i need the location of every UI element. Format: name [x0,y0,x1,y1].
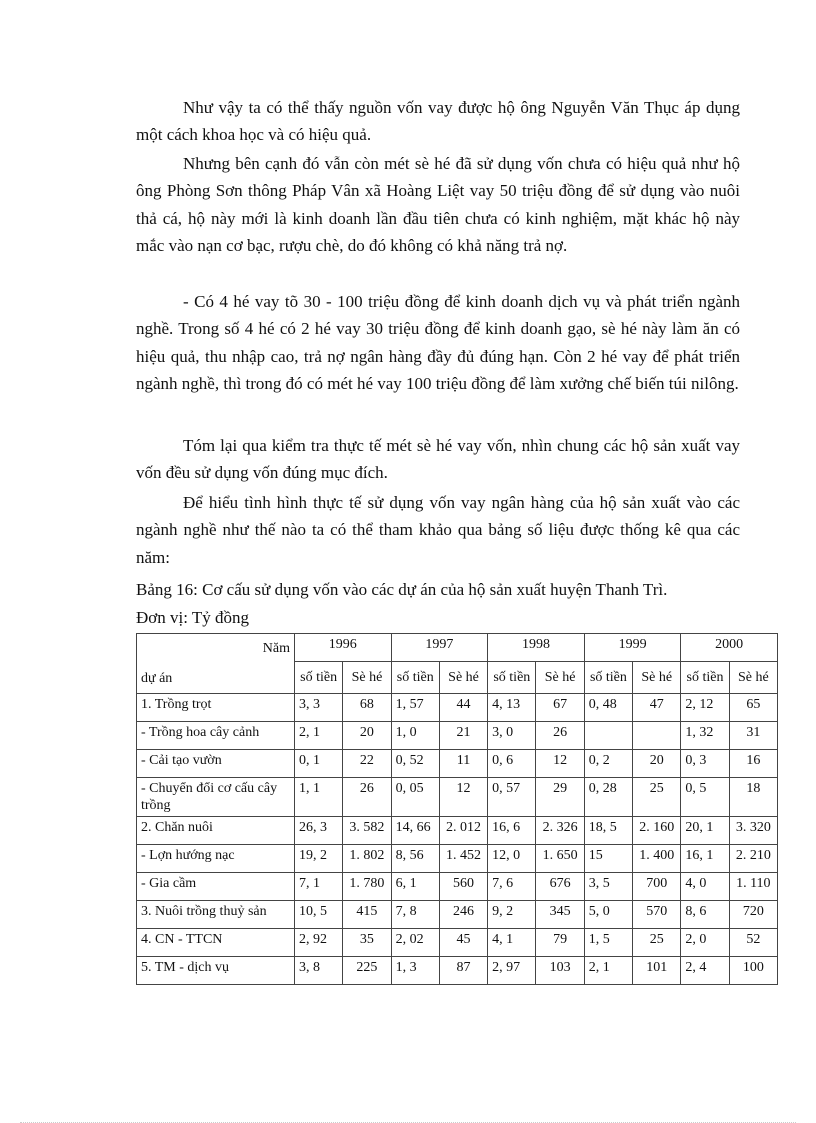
amount-cell: 0, 05 [391,778,439,817]
paragraph-3: - Có 4 hé vay tõ 30 - 100 triệu đồng để kinh doanh dịch vụ và phát triển ngành nghề. Trong số 4 hé có 2 hé vay 30 triệu đồng để kinh doanh gạo, sè hé này làm ăn có hiệu quả, thu nhập cao, trả nợ ngân hàng đầy đủ đúng hạn. Còn 2 hé vay để phát triển ngành nghề, thì trong đó có mét hé vay 100 triệu đồng để làm xưởng chế biến túi nilông. [136,292,740,394]
table-row [137,901,778,929]
household-count-cell: 676 [536,873,584,901]
household-count-cell: 47 [633,694,681,722]
amount-cell: 0, 5 [681,778,729,817]
household-count-cell: 12 [536,750,584,778]
header-corner [137,634,295,694]
amount-cell: 8, 6 [681,901,729,929]
household-count-cell: 1. 452 [439,845,487,873]
amount-cell: 1, 3 [391,957,439,985]
household-count-cell: 3. 582 [343,817,391,845]
table-row [137,694,778,722]
household-count-cell: 11 [439,750,487,778]
household-count-cell: 29 [536,778,584,817]
household-count-cell: 45 [439,929,487,957]
paragraph-1: Như vậy ta có thể thấy nguồn vốn vay được hộ ông Nguyễn Văn Thục áp dụng một cách khoa học và có hiệu quả. [136,98,740,145]
row-label: - Gia cầm [137,873,295,901]
table-row [137,957,778,985]
amount-cell: 16, 6 [488,817,536,845]
amount-cell: 14, 66 [391,817,439,845]
amount-cell: 2, 02 [391,929,439,957]
amount-cell: 0, 1 [294,750,342,778]
table-caption: Bảng 16: Cơ cấu sử dụng vốn vào các dự án của hộ sản xuất huyện Thanh Trì. [136,580,668,599]
year-header-row [137,634,778,662]
amount-cell: 7, 6 [488,873,536,901]
row-label: 1. Trồng trọt [137,694,295,722]
household-count-cell: 1. 802 [343,845,391,873]
amount-cell: 4, 1 [488,929,536,957]
household-count-cell: 16 [729,750,777,778]
household-count-cell: 1. 650 [536,845,584,873]
household-count-cell: 560 [439,873,487,901]
amount-cell: 5, 0 [584,901,632,929]
household-count-cell: 68 [343,694,391,722]
household-count-cell: 26 [343,778,391,817]
table-row [137,817,778,845]
table-row [137,845,778,873]
year-header: 1996 [294,634,391,662]
household-count-cell: 246 [439,901,487,929]
household-count-cell: 12 [439,778,487,817]
household-count-cell: 65 [729,694,777,722]
household-count-header: Sè hé [729,662,777,694]
paragraph-2: Nhưng bên cạnh đó vẫn còn mét sè hé đã sử dụng vốn chưa có hiệu quả như hộ ông Phòng Sơn thông Pháp Vân xã Hoàng Liệt vay 50 triệu đồng để sử dụng vào nuôi thả cá, hộ này mới là kinh doanh lần đầu tiên chưa có kinh nghiệm, mặt khác hộ này mắc vào nạn cơ bạc, rượu chè, do đó không có khả năng trả nợ. [136,154,740,256]
household-count-cell: 3. 320 [729,817,777,845]
amount-cell: 1, 1 [294,778,342,817]
year-header: 1999 [584,634,681,662]
row-label: - Lợn hướng nạc [137,845,295,873]
household-count-cell: 2. 326 [536,817,584,845]
amount-cell: 3, 3 [294,694,342,722]
year-axis-label: Năm [262,641,290,656]
amount-cell: 19, 2 [294,845,342,873]
row-label: 5. TM - dịch vụ [137,957,295,985]
amount-header: số tiền [584,662,632,694]
amount-cell: 12, 0 [488,845,536,873]
amount-cell: 15 [584,845,632,873]
table-row [137,750,778,778]
paragraph-4: Tóm lại qua kiểm tra thực tế mét sè hé vay vốn, nhìn chung các hộ sản xuất vay vốn đều sử dụng vốn đúng mục đích. [136,436,740,483]
household-count-cell: 52 [729,929,777,957]
household-count-cell: 1. 780 [343,873,391,901]
amount-cell: 2, 12 [681,694,729,722]
amount-cell: 3, 8 [294,957,342,985]
table-row [137,873,778,901]
amount-cell: 7, 1 [294,873,342,901]
amount-cell: 3, 5 [584,873,632,901]
amount-cell: 2, 4 [681,957,729,985]
household-count-cell: 700 [633,873,681,901]
household-count-header: Sè hé [536,662,584,694]
amount-cell: 0, 3 [681,750,729,778]
household-count-cell: 20 [343,722,391,750]
household-count-cell: 18 [729,778,777,817]
amount-cell: 3, 0 [488,722,536,750]
household-count-header: Sè hé [439,662,487,694]
unit-label: Đơn vị: Tỷ đồng [136,608,250,627]
year-header: 1997 [391,634,488,662]
amount-cell: 1, 5 [584,929,632,957]
household-count-cell: 31 [729,722,777,750]
year-header: 1998 [488,634,585,662]
row-label: - Trồng hoa cây cảnh [137,722,295,750]
amount-cell: 8, 56 [391,845,439,873]
household-count-cell: 67 [536,694,584,722]
capital-usage-table [136,633,778,985]
row-label: - Cải tạo vườn [137,750,295,778]
household-count-cell: 101 [633,957,681,985]
amount-cell: 2, 0 [681,929,729,957]
amount-cell: 1, 32 [681,722,729,750]
household-count-cell [633,722,681,750]
household-count-cell: 415 [343,901,391,929]
amount-header: số tiền [391,662,439,694]
table-row [137,778,778,817]
household-count-cell: 26 [536,722,584,750]
paragraph-5: Để hiểu tình hình thực tế sử dụng vốn vay ngân hàng của hộ sản xuất vào các ngành nghề như thế nào ta có thể tham khảo qua bảng số liệu được thống kê qua các năm: [136,493,740,567]
household-count-header: Sè hé [633,662,681,694]
household-count-cell: 345 [536,901,584,929]
amount-cell: 1, 0 [391,722,439,750]
amount-cell [584,722,632,750]
amount-header: số tiền [681,662,729,694]
household-count-cell: 21 [439,722,487,750]
project-axis-label: dự án [141,671,173,686]
household-count-cell: 720 [729,901,777,929]
row-label: 4. CN - TTCN [137,929,295,957]
amount-cell: 6, 1 [391,873,439,901]
table-row [137,929,778,957]
household-count-cell: 2. 210 [729,845,777,873]
household-count-cell: 103 [536,957,584,985]
household-count-cell: 44 [439,694,487,722]
amount-cell: 0, 6 [488,750,536,778]
household-count-cell: 2. 012 [439,817,487,845]
household-count-cell: 1. 110 [729,873,777,901]
amount-cell: 4, 0 [681,873,729,901]
row-label: 2. Chăn nuôi [137,817,295,845]
household-count-cell: 570 [633,901,681,929]
amount-cell: 20, 1 [681,817,729,845]
household-count-cell: 79 [536,929,584,957]
amount-cell: 18, 5 [584,817,632,845]
amount-cell: 2, 97 [488,957,536,985]
household-count-cell: 225 [343,957,391,985]
amount-cell: 26, 3 [294,817,342,845]
household-count-cell: 25 [633,929,681,957]
amount-cell: 0, 28 [584,778,632,817]
row-label: 3. Nuôi trồng thuỷ sản [137,901,295,929]
amount-cell: 0, 57 [488,778,536,817]
amount-cell: 2, 1 [584,957,632,985]
household-count-cell: 35 [343,929,391,957]
amount-header: số tiền [488,662,536,694]
household-count-cell: 100 [729,957,777,985]
amount-cell: 4, 13 [488,694,536,722]
amount-cell: 7, 8 [391,901,439,929]
year-header: 2000 [681,634,778,662]
household-count-header: Sè hé [343,662,391,694]
amount-cell: 0, 52 [391,750,439,778]
household-count-cell: 2. 160 [633,817,681,845]
row-label: - Chuyển đổi cơ cấu cây trồng [137,778,295,817]
amount-cell: 16, 1 [681,845,729,873]
household-count-cell: 1. 400 [633,845,681,873]
amount-cell: 2, 1 [294,722,342,750]
amount-cell: 0, 48 [584,694,632,722]
household-count-cell: 20 [633,750,681,778]
household-count-cell: 25 [633,778,681,817]
household-count-cell: 87 [439,957,487,985]
amount-cell: 2, 92 [294,929,342,957]
household-count-cell: 22 [343,750,391,778]
amount-header: số tiền [294,662,342,694]
amount-cell: 10, 5 [294,901,342,929]
table-row [137,722,778,750]
amount-cell: 9, 2 [488,901,536,929]
amount-cell: 0, 2 [584,750,632,778]
amount-cell: 1, 57 [391,694,439,722]
